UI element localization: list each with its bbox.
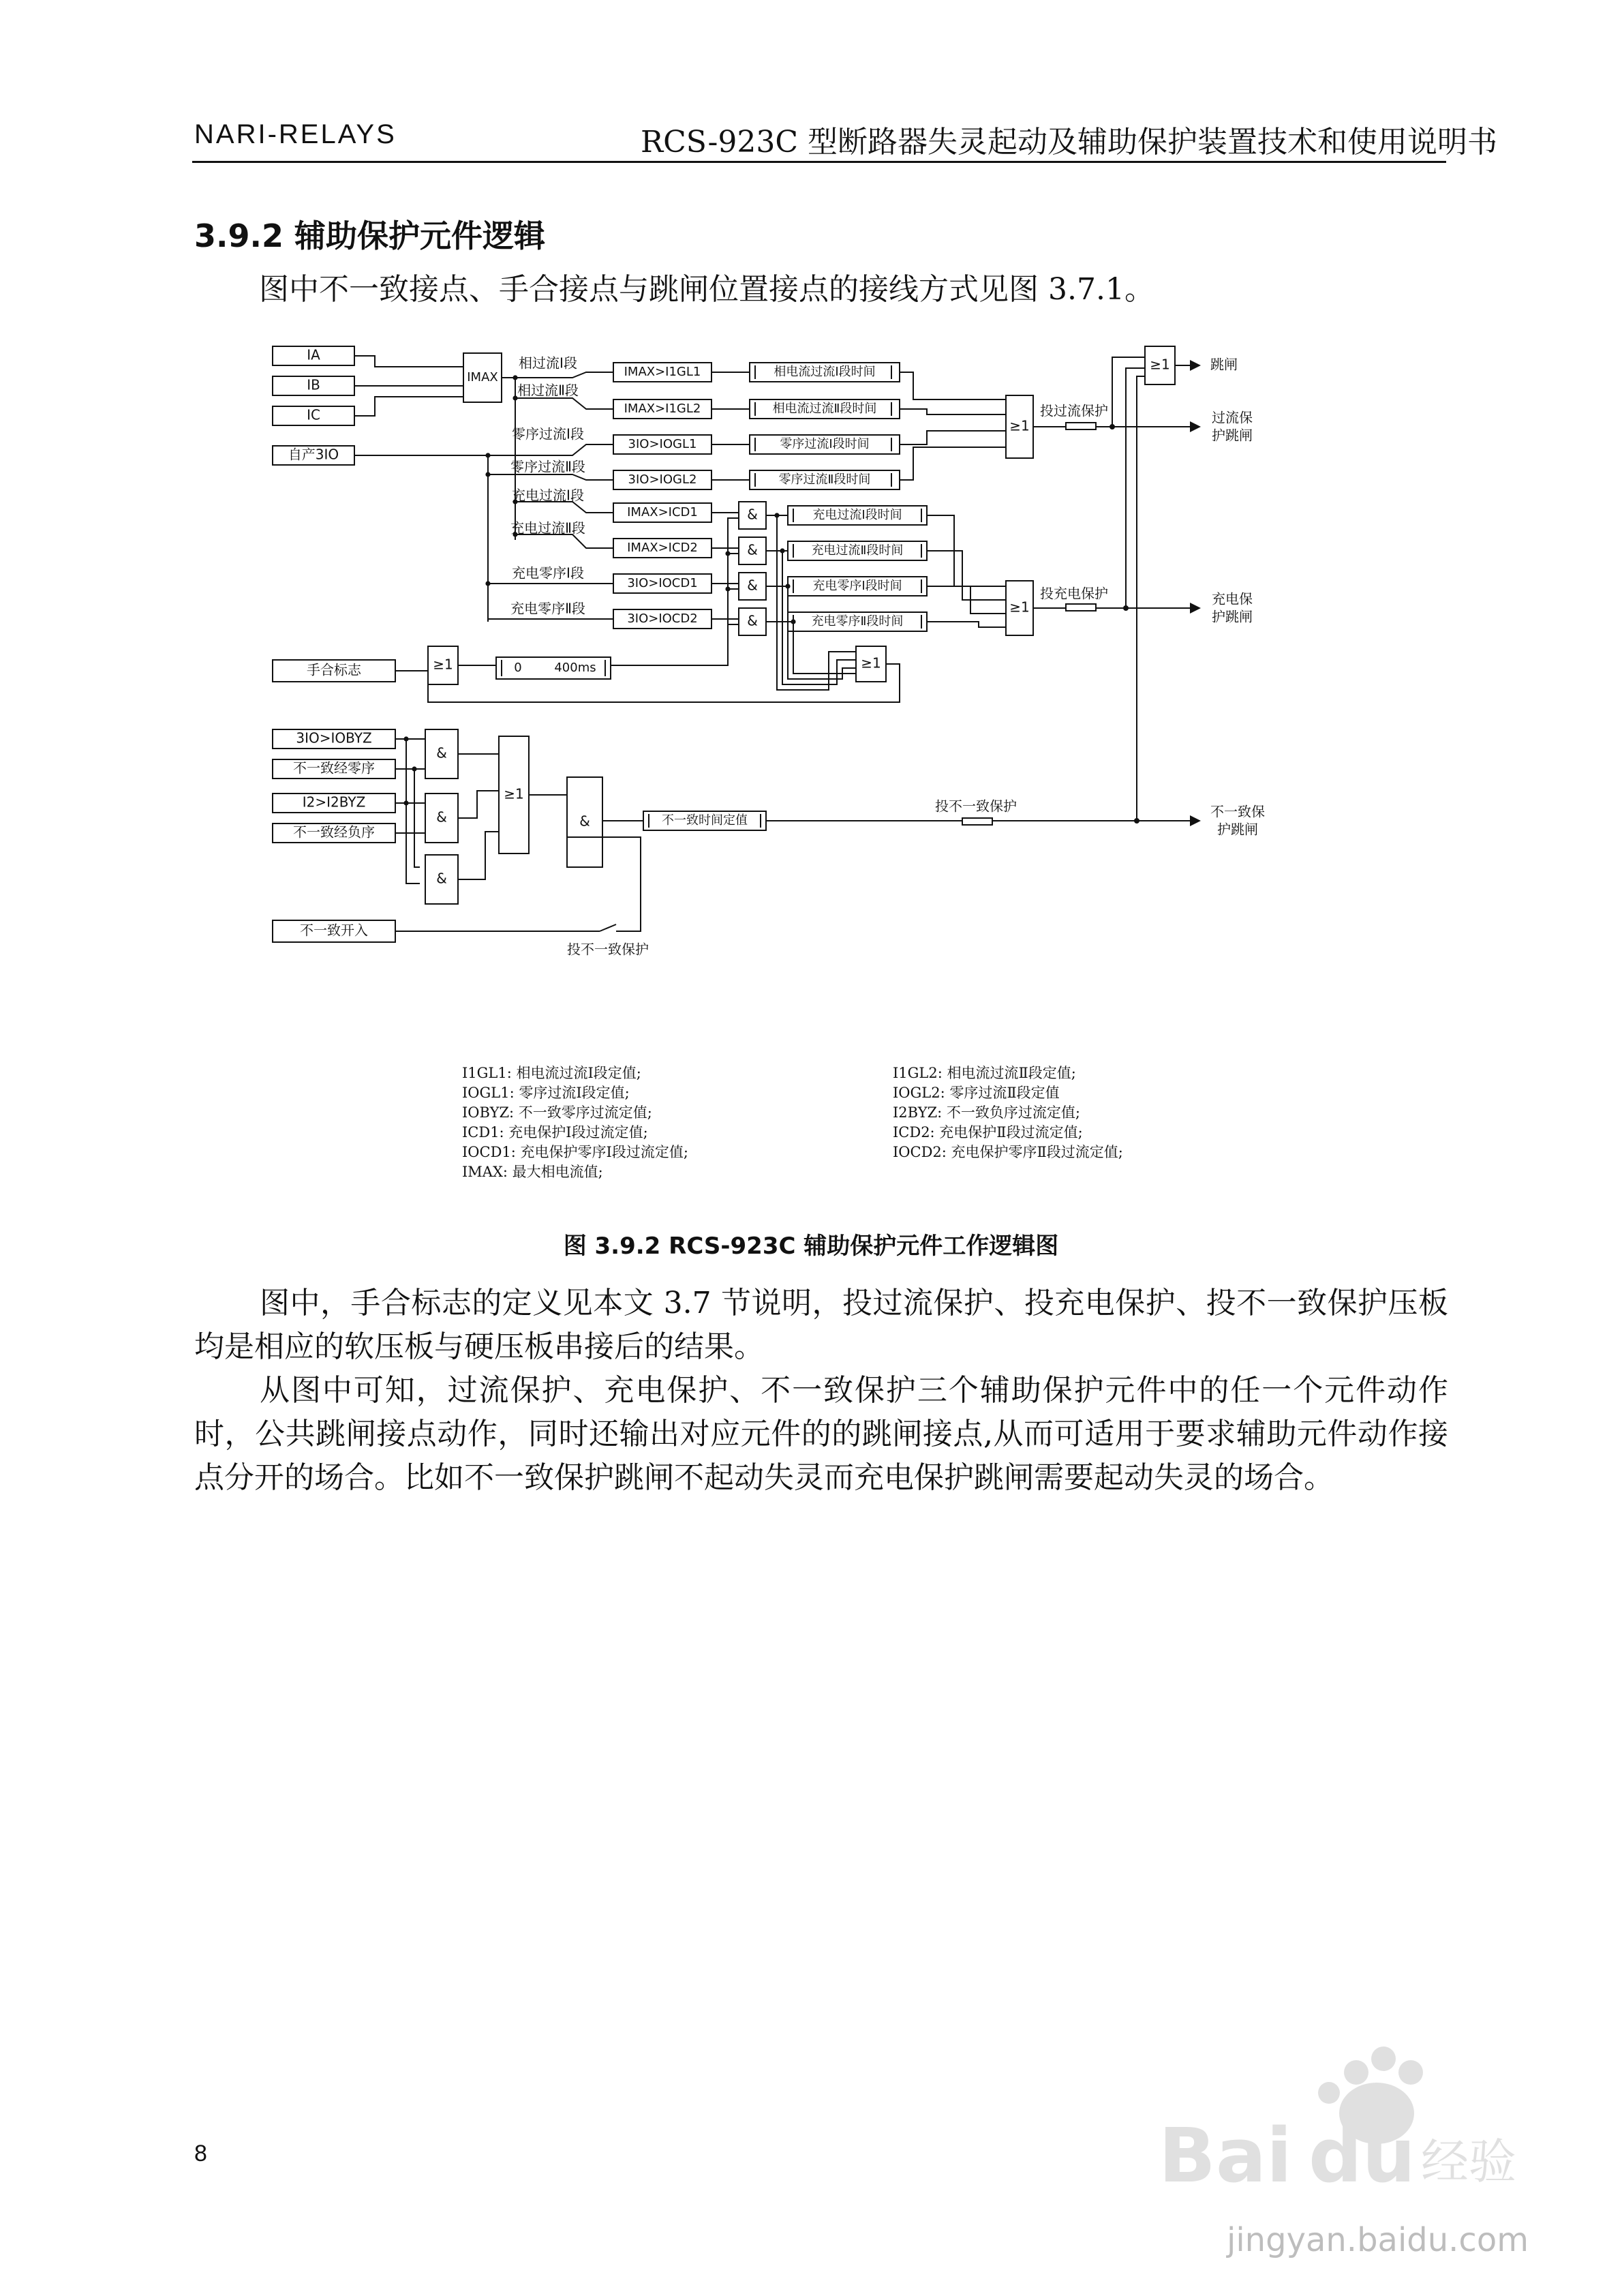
text-and-ch1: & (747, 506, 758, 523)
label-oc-enable: 投过流保护 (1040, 402, 1108, 419)
text-cmp-c4: 3IO>IOGL2 (628, 472, 697, 487)
text-timer-t1: 相电流过流Ⅰ段时间 (774, 365, 876, 379)
label-oc-trip-2: 护跳闸 (1212, 427, 1253, 444)
label-imax: IMAX (467, 370, 498, 384)
switch-mm-enable (962, 818, 992, 825)
text-and-ch2: & (747, 541, 758, 558)
intro-paragraph: 图中不一致接点、手合接点与跳闸位置接点的接线方式见图 3.7.1。 (259, 272, 1154, 307)
text-pulse-end: 400ms (554, 661, 596, 675)
label-neg-seq-mismatch: 不一致经负序 (293, 824, 375, 841)
label-i0-byz: 3IO>IOBYZ (296, 729, 372, 746)
page-number: 8 (194, 2141, 207, 2166)
label-ia: IA (307, 346, 320, 363)
text-timer-t8: 充电零序Ⅱ段时间 (811, 614, 904, 629)
text-cmp-c2: IMAX>I1GL2 (624, 402, 701, 416)
svg-text:du: du (1309, 2112, 1416, 2199)
label-ch-oc1: 充电过流Ⅰ段 (512, 487, 584, 504)
text-timer-t6: 充电过流Ⅱ段时间 (811, 543, 904, 558)
logic-diagram (232, 327, 1431, 1050)
text-cmp-c5: IMAX>ICD1 (627, 505, 698, 519)
text-timer-t4: 零序过流Ⅱ段时间 (778, 472, 871, 487)
header-document-title: RCS-923C 型断路器失灵起动及辅助保护装置技术和使用说明书 (641, 125, 1498, 160)
text-cmp-c1: IMAX>I1GL1 (624, 365, 701, 379)
text-timer-t5: 充电过流Ⅰ段时间 (812, 508, 902, 522)
text-timer-t7: 充电零序Ⅰ段时间 (812, 579, 902, 593)
text-or-ch-feedback: ≥1 (861, 654, 881, 671)
label-trip: 跳闸 (1210, 356, 1238, 373)
legend-item: ICD2: 充电保护Ⅱ段过流定值; (893, 1124, 1083, 1141)
text-or-mm: ≥1 (504, 785, 524, 802)
legend-right (893, 1063, 1123, 1162)
text-pulse-start: 0 (514, 661, 522, 675)
text-timer-t2: 相电流过流Ⅱ段时间 (772, 402, 877, 416)
label-ch-zs2: 充电零序Ⅱ段 (510, 600, 585, 617)
header-rule (192, 161, 1446, 163)
label-ic: IC (307, 406, 320, 423)
paragraph: 从图中可知，过流保护、充电保护、不一致保护三个辅助保护元件中的任一个元件动作时，公共跳闸接点动作，同时还输出对应元件的的跳闸接点,从而可适用于要求辅助元件动作接点分开的场合。比如不一致保护跳闸不起动失灵而充电保护跳闸需要起动失灵的场合。 (194, 1373, 1448, 1495)
text-or-trip: ≥1 (1150, 356, 1170, 373)
watermark-url: jingyan.baidu.com (1227, 2221, 1529, 2259)
label-ch-enable: 投充电保护 (1040, 585, 1108, 602)
text-or-hand-close: ≥1 (433, 656, 453, 673)
text-timer-t3: 零序过流Ⅰ段时间 (780, 437, 870, 451)
legend-left (462, 1063, 688, 1182)
legend-item: IOCD1: 充电保护零序Ⅰ段过流定值; (462, 1144, 688, 1160)
label-ch-zs1: 充电零序Ⅰ段 (512, 564, 584, 581)
legend-item: IOGL1: 零序过流Ⅰ段定值; (462, 1085, 630, 1101)
text-and-mm-final: & (579, 813, 590, 830)
label-zero-seq-mismatch: 不一致经零序 (293, 759, 375, 776)
legend-item: IOCD2: 充电保护零序Ⅱ段过流定值; (893, 1144, 1123, 1160)
label-ph-oc2: 相过流Ⅱ段 (517, 382, 579, 399)
legend-item: IOGL2: 零序过流Ⅱ段定值 (893, 1085, 1060, 1101)
text-and-mm-zero: & (436, 744, 447, 761)
label-oc-trip-1: 过流保 (1212, 409, 1253, 426)
legend-item: I2BYZ: 不一致负序过流定值; (893, 1104, 1080, 1121)
paragraph: 图中，手合标志的定义见本文 3.7 节说明，投过流保护、投充电保护、投不一致保护压板均是相应的软压板与硬压板串接后的结果。 (194, 1286, 1448, 1364)
header-brand: NARI-RELAYS (194, 119, 397, 149)
text-and-mm-neg: & (436, 809, 447, 826)
label-zs-oc1: 零序过流Ⅰ段 (512, 425, 584, 442)
text-or-ch: ≥1 (1009, 599, 1030, 616)
label-ph-oc1: 相过流Ⅰ段 (519, 354, 577, 372)
label-mm-contact-enable: 投不一致保护 (567, 941, 649, 958)
switch-oc-enable (1066, 423, 1096, 429)
baidu-watermark-logo (1152, 2038, 1533, 2209)
label-zs-oc2: 零序过流Ⅱ段 (510, 458, 585, 475)
label-mismatch-contact: 不一致开入 (300, 922, 368, 939)
label-ch-oc2: 充电过流Ⅱ段 (510, 519, 585, 537)
legend-item: I1GL2: 相电流过流Ⅱ段定值; (893, 1065, 1076, 1081)
svg-text:Bai: Bai (1159, 2112, 1292, 2199)
text-cmp-c6: IMAX>ICD2 (627, 541, 698, 555)
legend-item: IOBYZ: 不一致零序过流定值; (462, 1104, 652, 1121)
text-cmp-c8: 3IO>IOCD2 (627, 611, 698, 626)
label-mm-trip-1: 不一致保 (1210, 803, 1265, 820)
legend-item: ICD1: 充电保护Ⅰ段过流定值; (462, 1124, 648, 1141)
text-or-oc: ≥1 (1009, 417, 1030, 434)
label-hand-close: 手合标志 (307, 661, 361, 678)
text-and-ch3: & (747, 577, 758, 594)
body-text (194, 1282, 1448, 1500)
switch-ch-enable (1066, 604, 1096, 611)
label-i0: 自产3IO (288, 446, 339, 463)
label-i2-byz: I2>I2BYZ (302, 794, 366, 811)
label-ch-trip-1: 充电保 (1212, 590, 1253, 607)
text-and-ch4: & (747, 612, 758, 629)
label-mm-enable: 投不一致保护 (935, 798, 1017, 815)
legend-item: IMAX: 最大相电流值; (462, 1164, 603, 1180)
label-ch-trip-2: 护跳闸 (1212, 608, 1253, 625)
figure-caption: 图 3.9.2 RCS-923C 辅助保护元件工作逻辑图 (563, 1233, 1059, 1260)
svg-text:经验: 经验 (1421, 2134, 1516, 2190)
text-timer-mismatch: 不一致时间定值 (662, 813, 748, 828)
label-mm-trip-2: 护跳闸 (1217, 821, 1258, 838)
text-cmp-c3: 3IO>IOGL1 (628, 437, 697, 451)
section-title: 3.9.2 辅助保护元件逻辑 (194, 217, 545, 254)
text-and-mm-both: & (436, 870, 447, 887)
legend-item: I1GL1: 相电流过流Ⅰ段定值; (462, 1065, 641, 1081)
label-ib: IB (307, 376, 320, 393)
text-cmp-c7: 3IO>IOCD1 (627, 576, 698, 590)
